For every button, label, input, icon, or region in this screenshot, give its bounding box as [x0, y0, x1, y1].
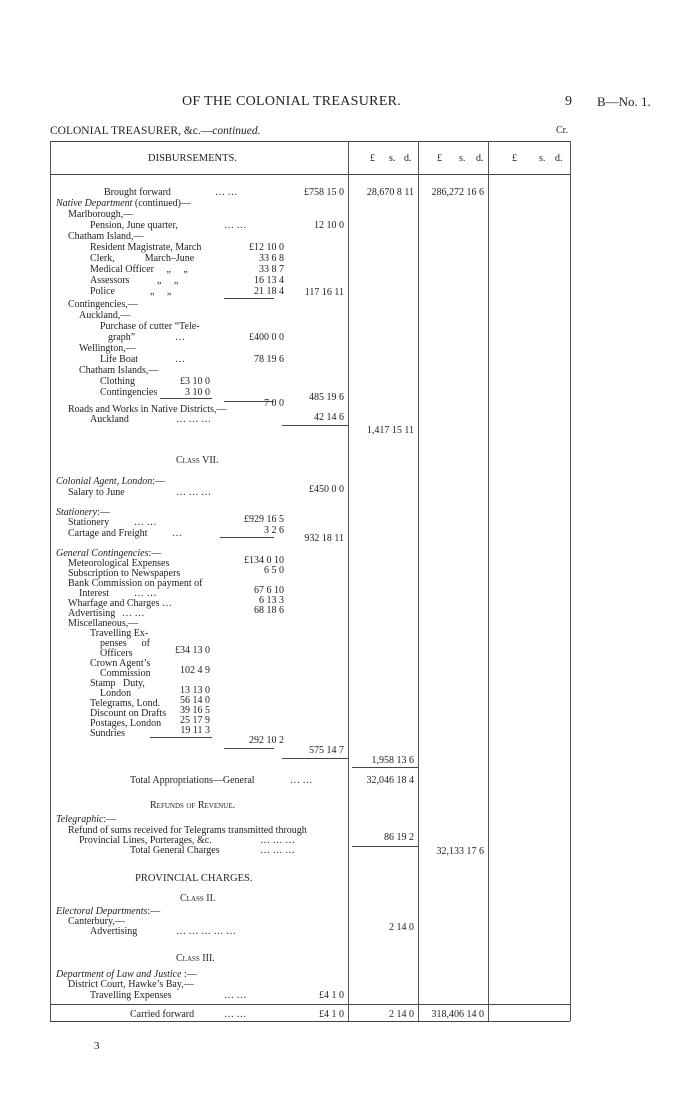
contingencies-sub-v: 3 10 0 [185, 387, 210, 398]
provincial-lines-dots: … … … [260, 835, 295, 846]
telegraph-v: £400 0 0 [249, 332, 284, 343]
col-divider-2 [418, 141, 419, 1021]
life-boat-v: 78 19 6 [254, 354, 284, 365]
marlborough-label: Marlborough,— [68, 209, 134, 220]
class-vii-heading: Class VII. [176, 455, 219, 466]
col2-d: d. [476, 153, 484, 164]
native-department-tail: (continued)— [134, 198, 191, 209]
law-travelling-a: £4 1 0 [319, 990, 344, 1001]
col-divider-left [50, 141, 51, 1021]
provincial-lines-label: Provincial Lines, Porterages, &c. [79, 835, 212, 846]
total-appropriations-dots: … … [290, 775, 313, 786]
contingencies-label: Contingencies,— [68, 299, 138, 310]
wharfage-label: Wharfage and Charges … [68, 598, 172, 609]
salary-dots: … … … [176, 487, 211, 498]
law-justice-label: Department of Law and Justice [56, 969, 182, 980]
native-department-label: Native Department [56, 198, 133, 209]
stationery-v: £929 16 5 [244, 514, 284, 525]
col3-d: d. [555, 153, 563, 164]
page-title: OF THE COLONIAL TREASURER. [182, 94, 402, 109]
col-divider-3 [488, 141, 489, 1021]
brought-forward-label: Brought forward [104, 187, 171, 198]
telegrams-label: Telegrams, Lond. [90, 698, 161, 709]
officers-v: £34 13 0 [175, 645, 210, 656]
telegrams-v: 56 14 0 [180, 695, 210, 706]
roads-auckland-dots: … … … [176, 414, 211, 425]
advertising-v: 68 18 6 [254, 605, 284, 616]
meteorological-v: £134 0 10 [244, 555, 284, 566]
discount-label: Discount on Drafts [90, 708, 167, 719]
total-general-charges-c: 32,133 17 6 [436, 846, 484, 857]
commission-v: 102 4 9 [180, 665, 210, 676]
subtitle-continued: continued. [212, 125, 261, 137]
wellington-label: Wellington,— [79, 343, 136, 354]
stationery-dots: … … [134, 517, 157, 528]
stationery-heading-tail: :— [97, 507, 110, 518]
stationery-heading-label: Stationery [56, 507, 98, 518]
total-general-charges-label: Total General Charges [130, 845, 220, 856]
subtotal-rule [352, 846, 418, 847]
subtitle-main: COLONIAL TREASURER, &c.— [50, 125, 213, 137]
advertising-dots: … … [122, 608, 145, 619]
col3-pound: £ [512, 153, 517, 164]
telegraphic-heading [56, 814, 116, 825]
interest-label: Interest [79, 588, 109, 599]
roads-auckland-a: 42 14 6 [314, 412, 344, 423]
electoral-advertising-dots: … … … … … [176, 926, 236, 937]
cutter-label: Purchase of cutter “Tele- [100, 321, 200, 332]
law-travelling-label: Travelling Expenses [90, 990, 172, 1001]
electoral-advertising-b: 2 14 0 [389, 922, 414, 933]
clothing-label: Clothing [100, 376, 136, 387]
london-label: London [100, 688, 132, 699]
subtotal-rule [352, 767, 418, 768]
electoral-label: Electoral Departments [56, 906, 148, 917]
chatham-islands-label: Chatham Islands,— [79, 365, 159, 376]
section-subtitle [50, 125, 261, 137]
clerk-v: 33 6 8 [259, 253, 284, 264]
london-v: 13 13 0 [180, 685, 210, 696]
law-justice-tail: :— [184, 969, 197, 980]
general-contingencies-tail: :— [148, 548, 162, 559]
roads-works-label: Roads and Works in Native Districts,— [68, 404, 227, 415]
document-ref: B—No. 1. [597, 94, 651, 109]
telegraph-label: graph” [108, 332, 136, 343]
native-total-a: 485 19 6 [309, 392, 344, 403]
chatham-island-label: Chatham Island,— [68, 231, 144, 242]
meteorological-label: Meteorological Expenses [68, 558, 170, 569]
pension-label: Pension, June quarter, [90, 220, 178, 231]
salary-label: Salary to June [68, 487, 125, 498]
postages-label: Postages, London [90, 718, 162, 729]
subtotal-rule [150, 737, 212, 738]
col-divider-1 [348, 141, 349, 1021]
provincial-lines-b: 86 19 2 [384, 832, 414, 843]
class-iii-heading: Class III. [176, 953, 215, 964]
total-general-charges-dots: … … … [260, 845, 295, 856]
salary-a: £450 0 0 [309, 484, 344, 495]
total-appropriations-label: Total Appropriations—General [130, 775, 255, 786]
general-contingencies-total-a: 575 14 7 [309, 745, 344, 756]
pension-a: 12 10 0 [314, 220, 344, 231]
telegraph-dots: … [175, 332, 185, 343]
crown-agent-label: Crown Agent’s [90, 658, 151, 669]
col-divider-right [570, 141, 571, 1021]
stationery-total-a: 932 18 11 [304, 533, 344, 544]
carried-forward-label: Carried forward [130, 1009, 195, 1020]
footer-page-number: 3 [94, 1040, 100, 1052]
colonial-agent-label: Colonial Agent, London [56, 476, 153, 487]
officers-label: Officers [100, 648, 133, 659]
table-bottom-rule [50, 1021, 570, 1022]
resident-magistrate-label: Resident Magistrate, March [90, 242, 202, 253]
refunds-heading: Refunds of Revenue. [150, 800, 236, 811]
penses-label: penses of [100, 638, 150, 649]
postages-v: 25 17 9 [180, 715, 210, 726]
advertising-label: Advertising [68, 608, 116, 619]
col1-s: s. [389, 153, 396, 164]
subtotal-rule [160, 398, 212, 399]
clothing-v: £3 10 0 [180, 376, 210, 387]
bank-commission-label: Bank Commission on payment of [68, 578, 203, 589]
electoral-advertising-label: Advertising [90, 926, 138, 937]
disbursements-heading: DISBURSEMENTS. [148, 153, 237, 164]
class-ii-heading: Class II. [180, 893, 216, 904]
law-travelling-dots: … … [224, 990, 247, 1001]
stamp-duty-label: Stamp Duty, [90, 678, 145, 689]
chatham-contingencies-v: 7 0 0 [264, 398, 284, 409]
refund-sums-label: Refund of sums received for Telegrams transmitted through [68, 825, 307, 836]
telegraphic-label: Telegraphic [56, 814, 104, 825]
miscellaneous-total-v: 292 10 2 [249, 735, 284, 746]
credit-label: Cr. [556, 125, 568, 136]
col3-s: s. [539, 153, 546, 164]
general-contingencies-label: General Contingencies [56, 548, 149, 559]
police-label: Police „ „ [90, 286, 172, 297]
subtotal-rule [224, 298, 274, 299]
pension-dots: … … [224, 220, 247, 231]
assessors-v: 16 13 4 [254, 275, 284, 286]
subtotal-rule [224, 748, 274, 749]
sundries-v: 19 11 3 [180, 725, 210, 736]
miscellaneous-label: Miscellaneous,— [68, 618, 139, 629]
class-vii-total-b: 1,958 13 6 [371, 755, 414, 766]
subtotal-rule [282, 758, 348, 759]
subtotal-rule [220, 537, 274, 538]
police-v: 21 18 4 [254, 286, 284, 297]
life-boat-dots: … [175, 354, 185, 365]
col2-pound: £ [437, 153, 442, 164]
stationery-label: Stationery [68, 517, 110, 528]
subtotal-rule [282, 425, 348, 426]
commission-label: Commission [100, 668, 151, 679]
sundries-label: Sundries [90, 728, 125, 739]
clerk-label: Clerk, March–June [90, 253, 195, 264]
assessors-label: Assessors „ „ [90, 275, 179, 286]
colonial-agent-tail: :— [152, 476, 165, 487]
brought-forward-a: £758 15 0 [304, 187, 344, 198]
header-bottom-rule [50, 174, 570, 175]
newspapers-v: 6 5 0 [264, 565, 284, 576]
interest-dots: … … [134, 588, 157, 599]
hawkes-bay-label: District Court, Hawke’s Bay,— [68, 979, 194, 990]
life-boat-label: Life Boat [100, 354, 139, 365]
native-department-heading [56, 198, 191, 209]
electoral-tail: :— [147, 906, 161, 917]
cartage-label: Cartage and Freight [68, 528, 148, 539]
col1-d: d. [404, 153, 412, 164]
discount-v: 39 16 5 [180, 705, 210, 716]
wharfage-v: 6 13 3 [259, 595, 284, 606]
table-top-rule [50, 141, 570, 142]
telegraphic-tail: :— [103, 814, 117, 825]
cartage-v: 3 2 6 [264, 525, 284, 536]
carried-forward-b: 2 14 0 [389, 1009, 414, 1020]
cartage-dots: … [172, 528, 182, 539]
carried-forward-c: 318,406 14 0 [431, 1009, 484, 1020]
travelling-label: Travelling Ex- [90, 628, 149, 639]
colonial-agent-heading [56, 476, 165, 487]
provincial-charges-heading: PROVINCIAL CHARGES. [135, 873, 253, 884]
subtotal-rule [224, 401, 274, 402]
page-number: 9 [565, 94, 572, 109]
chatham-subtotal-a: 117 16 11 [304, 287, 344, 298]
brought-forward-c: 286,272 16 6 [431, 187, 484, 198]
canterbury-label: Canterbury,— [68, 916, 125, 927]
interest-v: 67 6 10 [254, 585, 284, 596]
auckland-label: Auckland,— [79, 310, 131, 321]
newspapers-label: Subscription to Newspapers [68, 568, 181, 579]
carried-forward-dots: … … [224, 1009, 247, 1020]
medical-officer-label: Medical Officer „ „ [90, 264, 188, 275]
col2-s: s. [459, 153, 466, 164]
medical-officer-v: 33 8 7 [259, 264, 284, 275]
resident-magistrate-v: £12 10 0 [249, 242, 284, 253]
contingencies-sub-label: Contingencies [100, 387, 158, 398]
brought-forward-dots: … … [215, 187, 238, 198]
roads-auckland-label: Auckland [90, 414, 129, 425]
native-department-total-b: 1,417 15 11 [366, 425, 414, 436]
col1-pound: £ [370, 153, 375, 164]
carried-forward-a: £4 1 0 [319, 1009, 344, 1020]
brought-forward-b: 28,670 8 11 [366, 187, 414, 198]
total-appropriations-b: 32,046 18 4 [366, 775, 414, 786]
carried-forward-top-rule [50, 1004, 570, 1005]
